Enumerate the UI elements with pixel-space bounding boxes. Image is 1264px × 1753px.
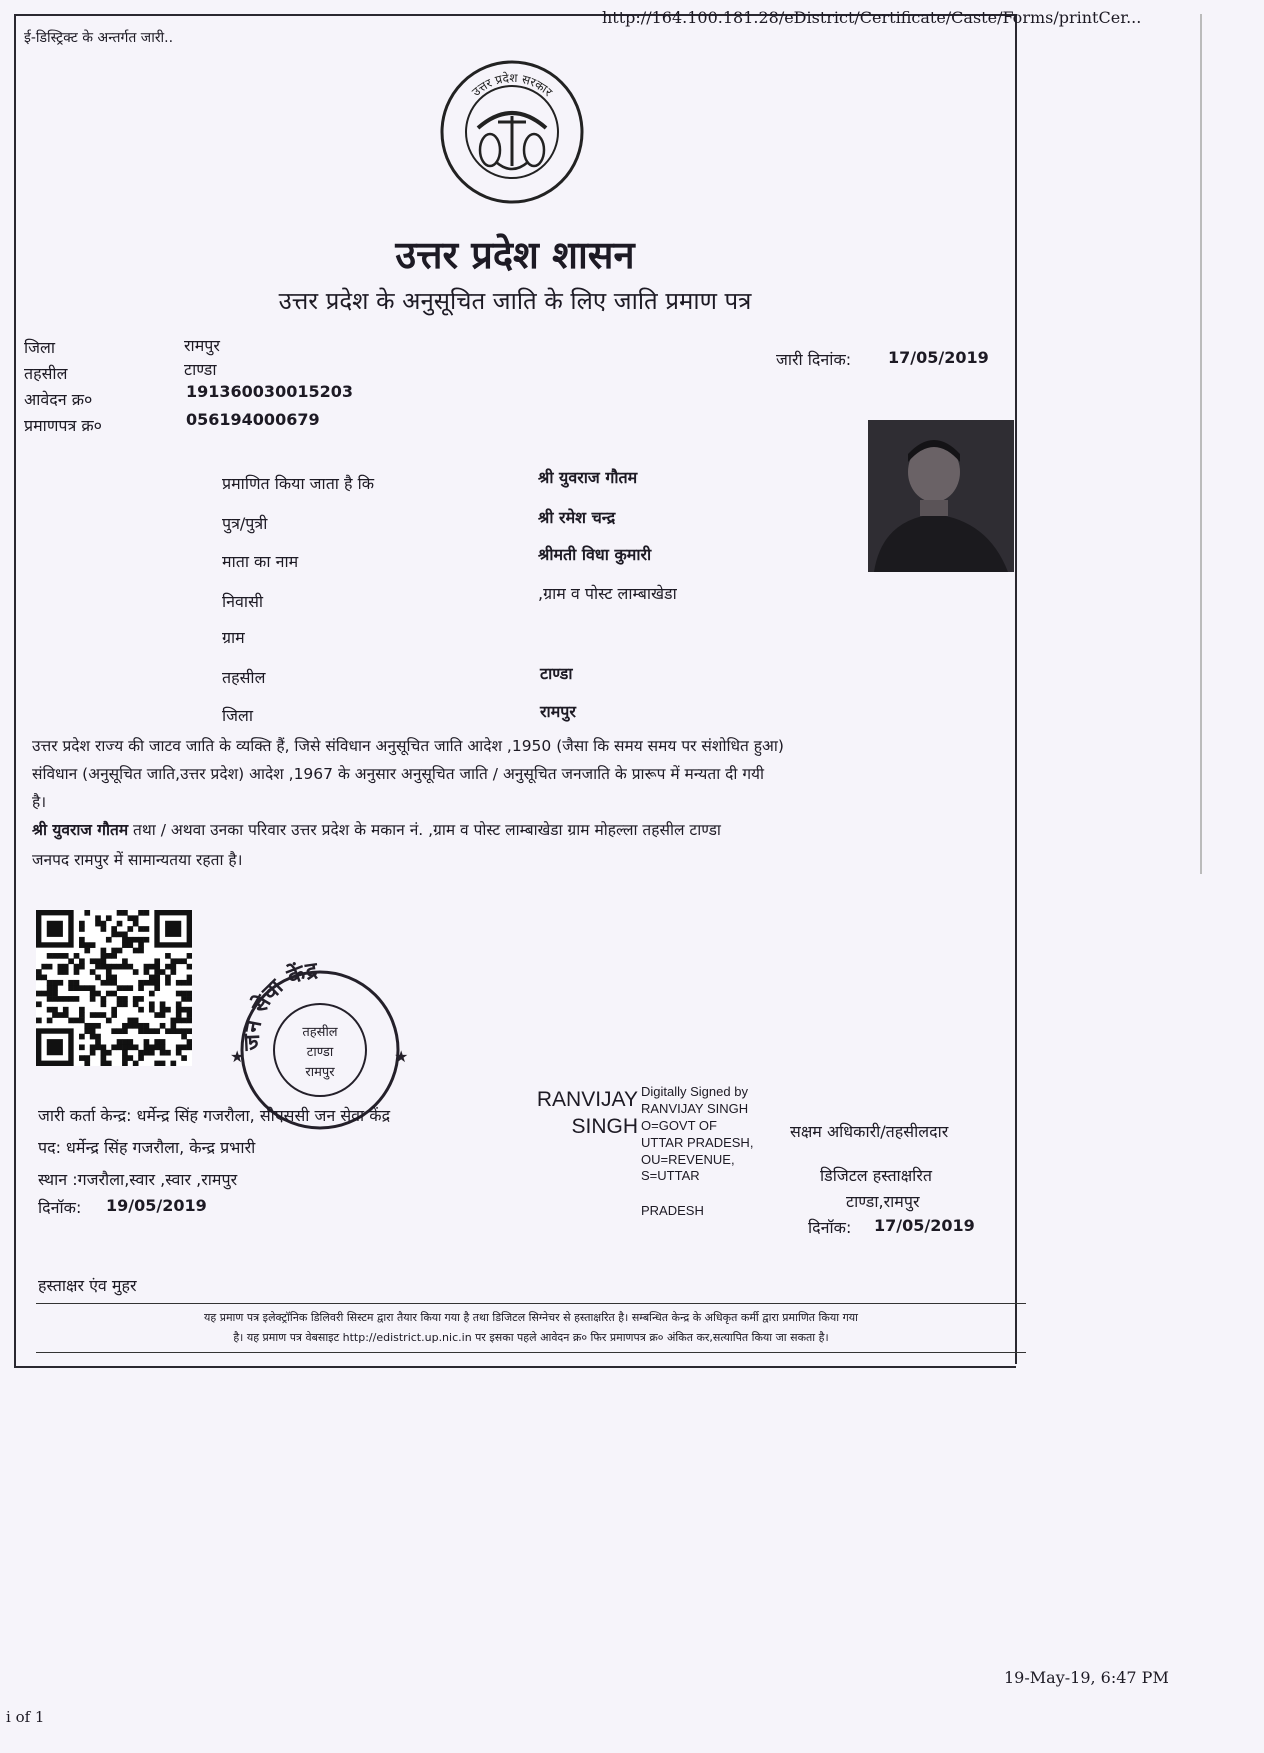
district-label: जिला (24, 338, 56, 357)
detail-label-mother: माता का नाम (222, 552, 299, 571)
frame-right-border (1015, 14, 1017, 1364)
tehsil-value: टाण्डा (184, 360, 217, 379)
detail-value-district: रामपुर (540, 702, 576, 721)
body-line-4 (32, 816, 721, 845)
issuer-place: स्थान :गजरौला,स्वार ,स्वार ,रामपुर (38, 1170, 238, 1189)
detail-value-name: श्री युवराज गौतम (538, 468, 638, 487)
sig-detail-line: O=GOVT OF (641, 1117, 717, 1133)
certificate-subtitle: उत्तर प्रदेश के अनुसूचित जाति के लिए जाति प्रमाण पत्र (278, 287, 752, 315)
issue-date-label: जारी दिनांक: (776, 350, 852, 369)
issuing-center: जारी कर्ता केन्द्र: धर्मेन्द्र सिंह गजरौला, सीएससी जन सेवा केंद्र (38, 1106, 391, 1125)
footer-line-1: यह प्रमाण पत्र इलेक्ट्रॉनिक डिलिवरी सिस्टम द्वारा तैयार किया गया है तथा डिजिटल सिग्नेचर से हस्ताक्षरित है। सम्बन्धित केन्द्र के अधिकृत कर्मी द्वारा प्रमाणित किया गया (204, 1311, 858, 1324)
application-number-value: 191360030015203 (186, 382, 353, 401)
tehsil-label: तहसील (24, 364, 68, 383)
signer-name-line-1: RANVIJAY (536, 1088, 638, 1111)
verification-footer (36, 1303, 1026, 1353)
detail-label-village: ग्राम (222, 628, 245, 647)
detail-value-mother: श्रीमती विधा कुमारी (538, 545, 652, 564)
print-url: http://164.100.181.28/eDistrict/Certificate/Caste/Forms/printCer... (602, 8, 1142, 27)
sig-detail-line: Digitally Signed by (641, 1084, 748, 1099)
detail-label-son-daughter: पुत्र/पुत्री (222, 514, 268, 533)
detail-label-tehsil: तहसील (222, 668, 266, 687)
certificate-number-value: 056194000679 (186, 410, 320, 429)
authority-title: सक्षम अधिकारी/तहसीलदार (790, 1122, 949, 1141)
body-address: तथा / अथवा उनका परिवार उत्तर प्रदेश के मकान नं. ,ग्राम व पोस्ट लाम्बाखेडा ग्राम मोहल्ला तहसील टाण्डा (128, 821, 721, 839)
footer-line-2: है। यह प्रमाण पत्र वेबसाइट http://edistrict.up.nic.in पर इसका पहले आवेदन क्र० फिर प्रमाणपत्र क्र० अंकित कर,सत्यापित किया जा सकता है। (233, 1330, 829, 1344)
body-line-5: जनपद रामपुर में सामान्यतया रहता है। (32, 851, 243, 869)
verification-qr-code (36, 910, 192, 1066)
authority-date-value: 17/05/2019 (874, 1216, 975, 1235)
signature-and-seal-label: हस्ताक्षर एंव मुहर (38, 1276, 137, 1295)
page-count: i of 1 (6, 1708, 45, 1726)
body-line-2: संविधान (अनुसूचित जाति,उत्तर प्रदेश) आदेश ,1967 के अनुसार अनुसूचित जाति / अनुसूचित जनजाति के प्रारूप में मन्यता दी गयी (32, 765, 765, 783)
stamp-star-icon: ★ (230, 1047, 245, 1066)
sig-detail-line: UTTAR PRADESH, (641, 1134, 754, 1150)
digital-signature-details (641, 1084, 753, 1220)
detail-value-father: श्री रमेश चन्द्र (538, 508, 616, 527)
stamp-line-2: टाण्डा (306, 1045, 334, 1060)
detail-value-tehsil: टाण्डा (540, 664, 573, 683)
jan-seva-kendra-stamp (210, 950, 430, 1130)
issue-date-value: 17/05/2019 (888, 348, 989, 367)
detail-label-district: जिला (222, 706, 254, 725)
issuer-date-label: दिनॉक: (38, 1198, 82, 1217)
detail-value-resident: ,ग्राम व पोस्ट लाम्बाखेडा (538, 584, 677, 603)
sig-detail-line: PRADESH (641, 1203, 704, 1219)
sig-detail-line (641, 1185, 753, 1203)
district-value: रामपुर (184, 336, 220, 355)
body-line-1: उत्तर प्रदेश राज्य की जाटव जाति के व्यक्ति हैं, जिसे संविधान अनुसूचित जाति आदेश ,1950 (जैसा कि समय समय पर संशोधित हुआ) (32, 737, 784, 755)
print-timestamp: 19-May-19, 6:47 PM (1004, 1668, 1169, 1687)
emblem-ring-text: उत्तर प्रदेश सरकार (469, 70, 556, 100)
detail-label-certified: प्रमाणित किया जाता है कि (222, 474, 375, 493)
issuer-date-value: 19/05/2019 (106, 1196, 207, 1215)
stamp-star-icon-2: ★ (394, 1047, 409, 1066)
page-fold-line (1200, 14, 1202, 874)
authority-place: टाण्डा,रामपुर (846, 1192, 920, 1211)
authority-digitally-signed: डिजिटल हस्ताक्षरित (820, 1166, 932, 1185)
stamp-line-3: रामपुर (305, 1065, 335, 1080)
sig-detail-line: S=UTTAR (641, 1168, 700, 1184)
sig-detail-line: OU=REVENUE, (641, 1151, 735, 1167)
application-number-label: आवेदन क्र० (24, 390, 93, 409)
detail-label-resident: निवासी (222, 592, 264, 611)
authority-date-label: दिनॉक: (808, 1218, 852, 1237)
certificate-number-label: प्रमाणपत्र क्र० (24, 416, 102, 435)
issuer-post: पद: धर्मेन्द्र सिंह गजरौला, केन्द्र प्रभारी (38, 1138, 256, 1157)
certificate-main-title: उत्तर प्रदेश शासन (395, 233, 635, 277)
body-holder-name: श्री युवराज गौतम (32, 821, 129, 839)
applicant-photo (868, 420, 1014, 572)
sig-detail-line: RANVIJAY SINGH (641, 1100, 749, 1116)
signer-name-line-2: SINGH (571, 1115, 638, 1139)
stamp-ring-text: जन सेवा केंद्र (239, 958, 320, 1051)
stamp-line-1: तहसील (302, 1025, 338, 1040)
digital-signature-name (516, 1086, 638, 1141)
body-line-3: है। (32, 793, 47, 811)
issued-under-note: ई-डिस्ट्रिक्ट के अन्तर्गत जारी.. (24, 30, 174, 46)
up-government-emblem (438, 58, 586, 206)
